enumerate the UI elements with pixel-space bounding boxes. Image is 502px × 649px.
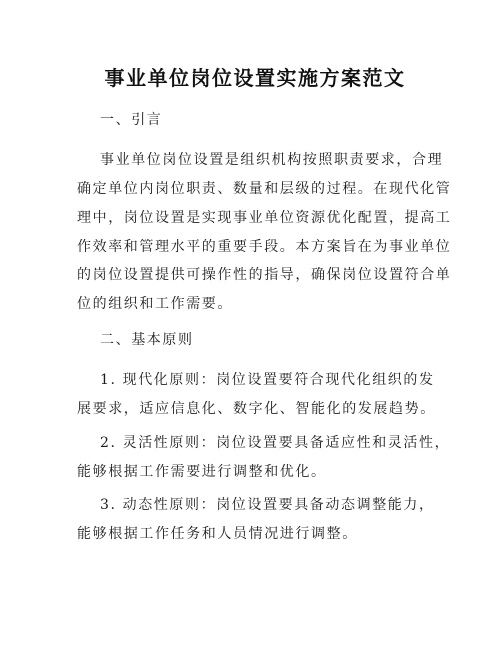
intro-paragraph-line: 作效率和管理水平的重要手段。本方案旨在为事业单位 — [77, 239, 452, 255]
intro-paragraph-line: 事业单位岗位设置是组织机构按照职责要求，合理 — [100, 152, 444, 168]
intro-paragraph-line: 理中，岗位设置是实现事业单位资源优化配置，提高工 — [77, 210, 452, 226]
principle-item-line: 展要求，适应信息化、数字化、智能化的发展趋势。 — [77, 401, 436, 417]
principle-item-line: 2. 灵活性原则：岗位设置要具备适应性和灵活性， — [100, 435, 451, 451]
intro-paragraph-line: 确定单位内岗位职责、数量和层级的过程。在现代化管 — [77, 181, 452, 197]
section-heading-intro: 一、引言 — [100, 112, 163, 128]
principle-item-line: 能够根据工作需要进行调整和优化。 — [77, 464, 327, 480]
intro-paragraph-line: 位的组织和工作需要。 — [77, 296, 233, 312]
section-heading-principles: 二、基本原则 — [100, 332, 194, 348]
principle-item-line: 1. 现代化原则：岗位设置要符合现代化组织的发 — [100, 372, 435, 388]
document-title: 事业单位岗位设置实施方案范文 — [104, 66, 406, 90]
principle-item-line: 能够根据工作任务和人员情况进行调整。 — [77, 526, 358, 542]
intro-paragraph-line: 的岗位设置提供可操作性的指导，确保岗位设置符合单 — [77, 267, 452, 283]
principle-item-line: 3. 动态性原则：岗位设置要具备动态调整能力， — [100, 497, 435, 513]
